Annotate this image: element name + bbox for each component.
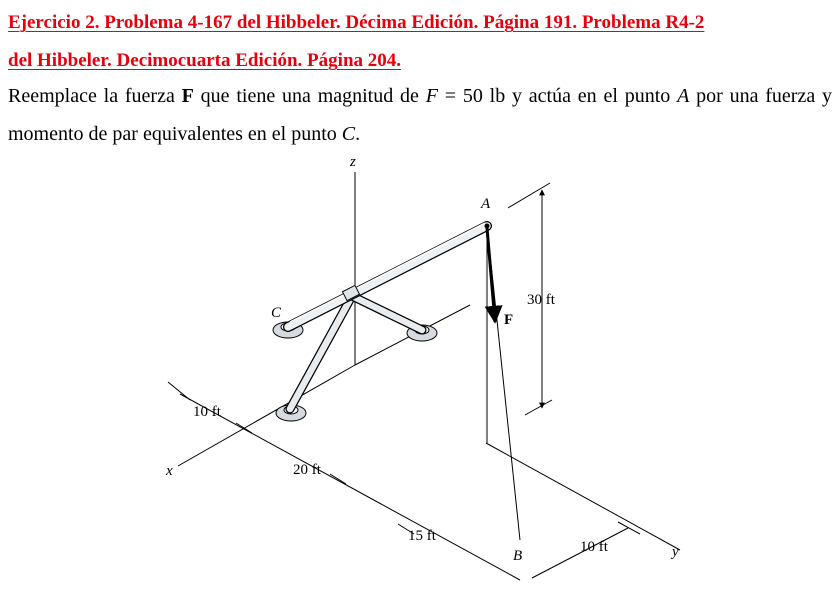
dim-tick-2	[330, 474, 346, 484]
point-A-dot	[485, 224, 490, 229]
label-20ft: 20 ft	[293, 462, 321, 478]
statement-text-5: .	[355, 123, 361, 145]
label-A: A	[481, 196, 491, 212]
problem-statement	[8, 77, 832, 153]
statement-text-1: Reemplace la fuerza	[8, 85, 182, 107]
dim-30ft-bottom-ext	[525, 400, 552, 415]
label-B: B	[513, 548, 523, 564]
exercise-title	[8, 4, 836, 80]
statement-text-3: = 50 lb y actúa en el punto	[437, 85, 678, 107]
force-F-arrow	[487, 228, 495, 322]
label-z: z	[350, 154, 356, 170]
dim-30ft-top-ext	[508, 183, 550, 208]
label-10ft-x: 10 ft	[193, 404, 221, 420]
dim-y-ext	[618, 522, 640, 534]
label-C: C	[271, 305, 282, 321]
structure-figure	[0, 148, 840, 592]
statement-text-2: que tiene una magnitud de	[193, 85, 426, 107]
label-y: y	[672, 544, 679, 560]
title-line-1: Ejercicio 2. Problema 4-167 del Hibbeler. Décima Edición. Página 191. Problema R4-2	[8, 12, 705, 33]
label-F: F	[504, 312, 514, 328]
label-15ft: 15 ft	[408, 528, 436, 544]
statement-text-4: por una fuerza y momento de par equivalentes en el punto	[8, 85, 832, 145]
statement-var-C: C	[341, 123, 356, 145]
statement-var-A: A	[677, 85, 690, 107]
label-10ft-y: 10 ft	[580, 539, 608, 555]
statement-var-F: F	[425, 85, 438, 107]
statement-force-symbol: F	[181, 85, 194, 107]
dim-x-line	[180, 394, 523, 580]
label-30ft: 30 ft	[527, 292, 555, 308]
title-line-2: del Hibbeler. Decimocuarta Edición. Página 204.	[8, 50, 402, 71]
pipe-members	[288, 223, 487, 409]
label-x: x	[166, 463, 173, 479]
